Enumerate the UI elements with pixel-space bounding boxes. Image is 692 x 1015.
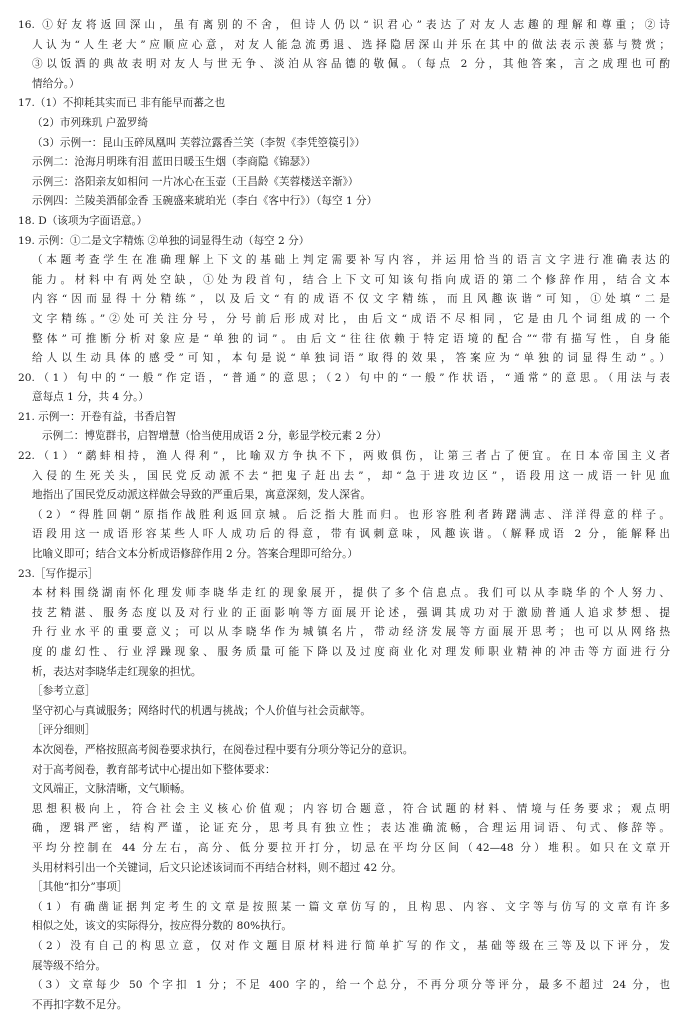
- text-line: 不再扣字数不足分。: [32, 998, 128, 1011]
- text-line: 示例二：沧海月明珠有泪 蓝田日暖玉生烟（李商隐《锦瑟》）: [32, 156, 317, 169]
- text-line: 头用材料引出一个关键词，后文只论述该词而不再结合材料，则不超过 42 分。: [32, 861, 402, 874]
- text-line: 技艺精湛、服务态度以及对行业的正面影响等方面展开论述，强调其成功对于激励普通人追求梦想、提: [32, 606, 670, 619]
- text-line: 入侵的生死关头，国民党反动派不去“把鬼子赶出去”，却“急于进攻边区”，语段用这一成语一针见血: [32, 469, 670, 482]
- text-line: ［评分细则］: [32, 724, 96, 737]
- text-line: 文字精练。”②处可关注分号，分号前后形成对比，由后文“成语不尽相同，它是由几个词组成的一个: [32, 312, 670, 325]
- text-line: （3）文章每少 50 个字扣 1 分；不足 400 字的，给一个总分，不再分项分等评分，最多不超过 24 分，也: [32, 979, 670, 992]
- text-line: 给人以生动具体的感受”可知，本句是说“单独词语”取得的效果，答案应为“单独的词显得生动”。）: [32, 352, 670, 365]
- text-line: 坚守初心与真诚服务；网络时代的机遇与挑战；个人价值与社会贡献等。: [32, 704, 371, 717]
- text-line: （本题考查学生在准确理解上下文的基础上判定需要补写内容，并运用恰当的语言文字进行准确表达的: [32, 254, 670, 267]
- text-line: 19. 示例：①二是文字精炼 ②单独的词显得生动（每空 2 分）: [18, 234, 310, 247]
- text-line: 确，逻辑严密，结构严谨，论证充分，思考具有独立性；表达准确流畅，合理运用词语、句式、修辞等。: [32, 822, 670, 835]
- text-line: 22.（1）“鹬蚌相持，渔人得利”，比喻双方争执不下，两败俱伤，让第三者占了便宜。在日本帝国主义者: [18, 450, 670, 463]
- text-line: 地指出了国民党反动派这样做会导致的严重后果，寓意深刻，发人深省。: [32, 489, 371, 502]
- text-line: 意每点 1 分，共 4 分。）: [32, 391, 149, 404]
- text-line: 16. ①好友将返回深山，虽有离别的不舍，但诗人仍以“识君心”表达了对友人志趣的理解和尊重；②诗: [18, 19, 670, 31]
- text-line: 示例四：兰陵美酒郁金香 玉碗盛来琥珀光（李白《客中行》）（每空 1 分）: [32, 195, 378, 208]
- text-line: （1）有确凿证据判定考生的文章是按照某一篇文章仿写的，且构思、内容、文字等与仿写的文章有许多: [32, 900, 670, 913]
- text-line: 语段用这一成语形容某些人吓人成功后的得意，带有讽刺意味，风趣诙谐。（解释成语 2 分，能解释出: [32, 528, 670, 541]
- text-line: 20.（1）句中的“一般”作定语，“普通”的意思；（2）句中的“一般”作状语，“通常”的意思。（用法与表: [18, 371, 670, 384]
- text-line: 18. D（该项为字面语意。）: [18, 214, 148, 227]
- text-line: 21. 示例一：开卷有益，书香启智: [18, 410, 176, 423]
- text-line: 示例二：博览群书，启智增慧（恰当使用成语 2 分，彰显学校元素 2 分）: [42, 430, 387, 443]
- text-line: ［参考立意］: [32, 685, 96, 698]
- text-line: 展等级不给分。: [32, 959, 107, 972]
- text-line: 人认为“人生老大”应顺应心意，对友人能急流勇退、选择隐居深山并乐在其中的做法表示羡慕与赞赏；: [32, 38, 670, 51]
- text-line: 内容“因而显得十分精练”，以及后文“有的成语不仅文字精练，而且风趣诙谐”可知，①处填“二是: [32, 293, 670, 306]
- text-line: （2）市列珠玑 户盈罗绮: [32, 116, 149, 129]
- text-line: 文风端正，文脉清晰，文气顺畅。: [32, 783, 191, 796]
- text-line: 本次阅卷，严格按照高考阅卷要求执行，在阅卷过程中要有分项分等记分的意识。: [32, 743, 414, 756]
- text-line: 比喻义即可；结合文本分析成语修辞作用 2 分。答案合理即可给分。）: [32, 548, 358, 561]
- text-line: 本材料围绕湖南怀化理发师李晓华走红的现象展开，提供了多个信息点。我们可以从李晓华的个人努力、: [32, 587, 670, 600]
- text-line: 示例三：洛阳亲友如相问 一片冰心在玉壶（王昌龄《芙蓉楼送辛渐》）: [32, 175, 359, 188]
- text-line: 23.［写作提示］: [18, 567, 99, 580]
- text-line: ［其他“扣分”事项］: [32, 881, 128, 894]
- text-line: ③以饭酒的典故表明对友人与世无争、淡泊从容品德的敬佩。（每点 2 分，其他答案，言之成理也可酌: [32, 58, 670, 71]
- text-line: 能力。材料中有两处空缺，①处为段首句，结合上下文可知该句指向成语的第二个修辞作用，结合文本: [32, 273, 670, 286]
- text-line: 情给分。）: [32, 77, 80, 90]
- text-line: （2）“得胜回朝”原指作战胜利返回京城。后泛指大胜而归。也形容胜利者踌躇满志、洋洋得意的样子。: [32, 508, 670, 521]
- text-line: 相似之处，该文的实际得分，按应得分数的 80%执行。: [32, 920, 292, 933]
- text-line: 思想积极向上，符合社会主义核心价值观；内容切合题意，符合试题的材料、情境与任务要求；观点明: [32, 802, 670, 815]
- text-line: 17.（1）不抑耗其实而已 非有能早而蕃之也: [18, 97, 226, 110]
- text-line: 整体”可推断分析对象应是“单独的词”。由后文“往往依赖于特定语境的配合”“带有描写性，自身能: [32, 332, 670, 345]
- text-line: 平均分控制在 44 分左右，高分、低分要拉开打分，切忌在平均分区间（42—48 分）堆积。如只在文章开: [32, 841, 670, 854]
- text-line: （3）示例一：昆山玉碎凤凰叫 芙蓉泣露香兰笑（李贺《李凭箜篌引》）: [32, 136, 366, 149]
- text-line: 析，表达对李晓华走红现象的担忧。: [32, 665, 202, 678]
- text-line: （2）没有自己的构思立意，仅对作文题目原材料进行简单扩写的作文，基础等级在三等及以下评分，发: [32, 939, 670, 952]
- text-line: 升行业水平的重要意义；可以从李晓华作为城镇名片，带动经济发展等方面展开思考；也可以从网络热: [32, 626, 670, 639]
- text-line: 对于高考阅卷，教育部考试中心提出如下整体要求：: [32, 763, 276, 776]
- text-line: 度的虚幻性、行业浮躁现象、服务质量可能下降以及过度商业化对理发师职业精神的冲击等方面进行分: [32, 646, 670, 658]
